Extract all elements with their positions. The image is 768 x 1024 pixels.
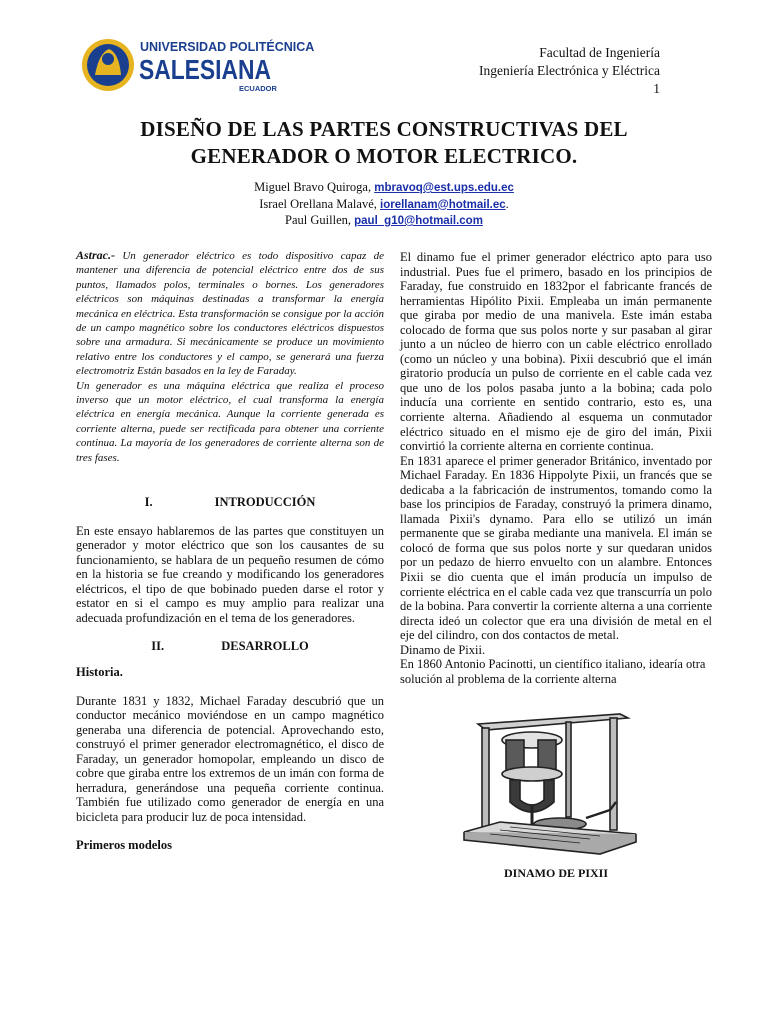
right-column	[400, 250, 712, 686]
logo-line3: ECUADOR	[239, 84, 277, 93]
section-heading-desarrollo	[76, 639, 384, 654]
section-number: II.	[151, 639, 165, 654]
author-name: Miguel Bravo Quiroga,	[254, 180, 375, 194]
author-name: Paul Guillen,	[285, 213, 355, 227]
title-line-2: GENERADOR O MOTOR ELECTRICO.	[190, 144, 578, 168]
section-heading-intro	[76, 495, 384, 510]
historia-paragraph: Durante 1831 y 1832, Michael Faraday descubrió que un conductor mecánico moviéndose en un campo magnético generaba una diferencia de potencial. Aprovechando esto, construyó el primer generador electromagnético, el disco de Faraday, un generador homopolar, empleando un disco de cobre que giraba entre los extremos de un imán con forma de herradura, generándose una pequeña corriente continua. También fue utilizado como generador de energía en una bicicleta para producir luz de poca intensidad.	[76, 693, 384, 824]
author-email-link[interactable]: iorellanam@hotmail.ec	[380, 198, 506, 211]
author-line	[60, 180, 708, 197]
subheading-primeros-modelos: Primeros modelos	[76, 838, 172, 853]
page-number: 1	[653, 81, 660, 96]
section-title: INTRODUCCIÓN	[214, 495, 316, 510]
left-column	[76, 248, 384, 853]
author-name: Israel Orellana Malavé,	[259, 196, 381, 211]
header-program: Ingeniería Electrónica y Eléctrica	[478, 63, 660, 78]
section-number: I.	[144, 495, 153, 510]
abstract-text-1: Un generador eléctrico es todo dispositivo capaz de mantener una diferencia de potencial eléctrico entre dos de sus puntos, llamados polos, terminales o bornes. Los generadores eléctricos son máquinas destinadas a transformar la energía mecánica en eléctrica. Esta transformación se consigue por la acción de un campo magnético sobre los conductores eléctricos dispuestos sobre una armadura. Si mecánicamente se produce un movimiento relativo entre los conductores y el campo, se generará una fuerza electromotriz Están basados en la ley de Faraday.	[76, 250, 384, 378]
logo-line2: SALESIANA	[139, 54, 271, 85]
abstract-paragraph-2: Un generador es una máquina eléctrica que realiza el proceso inverso que un motor eléctrico, el cual transforma la energía eléctrica en energía mecánica. Aunque la corriente generada es corriente alterna, puede ser rectificada para obtener una corriente continua. La mayoría de los generadores de corriente alterna son de tres fases.	[76, 379, 384, 464]
author-line	[60, 197, 708, 214]
pixii-dynamo-figure	[460, 706, 640, 856]
page-header	[479, 44, 660, 98]
abstract	[76, 248, 384, 465]
header-faculty: Facultad de Ingeniería	[539, 45, 660, 60]
intro-paragraph: En este ensayo hablaremos de las partes que constituyen un generador y motor eléctrico que son los causantes de su funcionamiento, se hablara de un pequeño resumen de cómo en la historia se fue creando y modificando los generadores eléctricos, el tipo de que bobinado pueden darse el rotor y estator en si el campo es muy amplio para realizar una adecuada profundización en el tema de los generadores.	[76, 523, 384, 625]
abstract-paragraph-1	[76, 248, 384, 379]
body-paragraph: Dinamo de Pixii.	[400, 642, 486, 657]
author-end: .	[505, 196, 509, 211]
paper-title	[60, 116, 708, 170]
figure-caption: DINAMO DE PIXII	[503, 866, 608, 880]
body-paragraph: En 1860 Antonio Pacinotti, un científico italiano, idearía otra solución al problema de la corriente alterna	[400, 657, 706, 686]
university-logo	[79, 35, 315, 95]
author-list	[60, 180, 708, 230]
author-email-link[interactable]: mbravoq@est.ups.edu.ec	[374, 182, 514, 194]
author-email-link[interactable]: paul_g10@hotmail.com	[354, 215, 483, 227]
logo-line1: UNIVERSIDAD POLITÉCNICA	[140, 40, 315, 54]
author-line	[60, 213, 708, 230]
body-paragraph: El dinamo fue el primer generador eléctrico apto para uso industrial. Pues fue el primero, basado en los principios de Faraday, fue construido en 1832por el fabricante francés de herramientas Hipólito Pixii. Empleaba un imán permanente que giraba por medio de una manivela. Este imán estaba colocado de forma que sus polos norte y sur pasaban al girar junto a un núcleo de hierro con un cable eléctrico enrollado (como un núcleo y una bobina). Pixii descubrió que el imán giratorio producía un pulso de corriente en el cable cada vez que uno de los polos pasaba junto a la bobina; cada polo inducía una corriente en sentido contrario, esto es, una corriente alterna. Añadiendo al esquema un conmutador eléctrico situado en el mismo eje de giro del imán, Pixii convirtió la corriente alterna en corriente continua.	[400, 250, 712, 454]
section-title: DESARROLLO	[221, 639, 309, 654]
abstract-label: Astrac.-	[76, 248, 115, 262]
subheading-historia: Historia.	[76, 665, 123, 680]
body-paragraph: En 1831 aparece el primer generador Británico, inventado por Michael Faraday. En 1836 Hippolyte Pixii, un francés que se dedicaba a la fabricación de instrumentos, tomando como la base los principios de Faraday, construyó la primera dinamo, llamada Pixii's dynamo. Para ello se utilizó un imán permanente que se giraba mediante una manivela. El imán se colocó de forma que sus polos norte y sur quedaran unidos por un pedazo de hierro envuelto con un alambre. Entonces Pixii se dio cuenta que el imán producía un impulso de corriente eléctrica en el cable cada vez que transcurría un polo de la bobina. Para convertir la corriente alterna a una corriente directa ideó un colector que era una división de metal en el eje del cilindro, con dos contactos de metal.	[400, 453, 712, 643]
title-line-1: DISEÑO DE LAS PARTES CONSTRUCTIVAS DEL	[140, 117, 628, 141]
